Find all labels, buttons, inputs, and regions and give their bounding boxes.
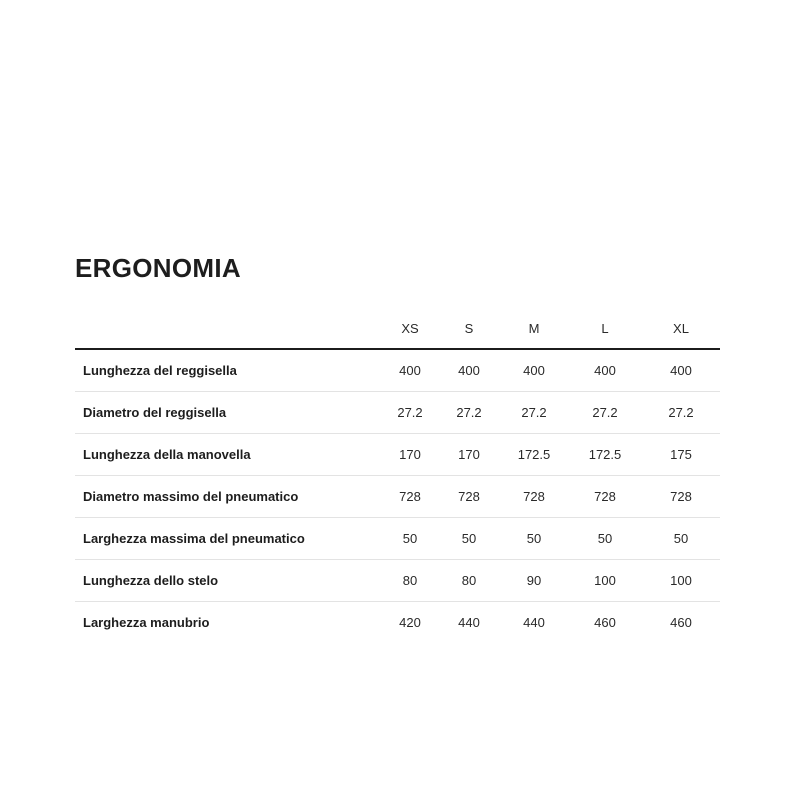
cell: 27.2 [382,392,438,434]
cell: 728 [642,476,720,518]
row-label: Larghezza massima del pneumatico [75,518,382,560]
column-header-s: S [438,282,500,349]
cell: 80 [438,560,500,602]
cell: 172.5 [568,434,642,476]
cell: 400 [568,349,642,392]
table-row [75,602,720,644]
row-label: Lunghezza dello stelo [75,560,382,602]
ergonomics-table [75,282,720,643]
cell: 175 [642,434,720,476]
cell: 172.5 [500,434,568,476]
cell: 80 [382,560,438,602]
table-body [75,349,720,643]
column-header-l: L [568,282,642,349]
column-header-m: M [500,282,568,349]
cell: 27.2 [500,392,568,434]
table-row [75,476,720,518]
cell: 440 [523,615,545,630]
cell: 100 [568,560,642,602]
table-row [75,434,720,476]
cell: 400 [382,349,438,392]
row-label: Lunghezza del reggisella [75,349,382,392]
cell: 27.2 [642,392,720,434]
cell: 728 [568,476,642,518]
column-header-xl: XL [642,282,720,349]
cell: 50 [438,518,500,560]
column-header-xs: XS [382,282,438,349]
cell: 50 [568,518,642,560]
cell: 27.2 [438,392,500,434]
cell: 440 [458,615,480,630]
cell: 460 [594,615,616,630]
table-row [75,392,720,434]
row-label: Diametro del reggisella [75,392,382,434]
row-label: Lunghezza della manovella [75,434,382,476]
cell: 728 [500,476,568,518]
cell: 728 [438,476,500,518]
cell: 728 [382,476,438,518]
cell: 420 [399,615,421,630]
cell: 400 [438,349,500,392]
cell: 170 [382,434,438,476]
cell: 90 [500,560,568,602]
row-label: Diametro massimo del pneumatico [75,476,382,518]
row-label: Larghezza manubrio [83,615,210,630]
table-row [75,518,720,560]
page-title: ERGONOMIA [75,253,241,283]
cell: 27.2 [568,392,642,434]
column-header-spacer [75,282,382,349]
cell: 170 [438,434,500,476]
cell: 50 [382,518,438,560]
table-header [75,282,720,349]
table-row [75,349,720,392]
ergonomics-section [75,254,720,643]
cell: 50 [642,518,720,560]
header-row [75,282,720,349]
cell: 400 [500,349,568,392]
cell: 100 [642,560,720,602]
table-row [75,560,720,602]
cell: 50 [500,518,568,560]
cell: 400 [642,349,720,392]
cell: 460 [670,615,692,630]
